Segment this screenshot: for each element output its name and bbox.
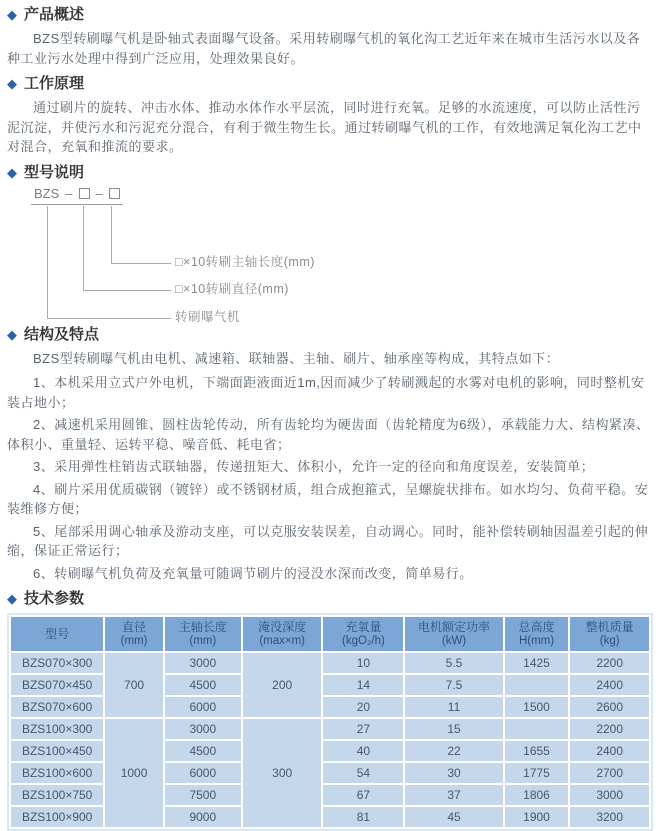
col-header-motor-power: 电机额定功率 (kW) [405,617,502,651]
diamond-bullet-icon: ◆ [7,164,17,180]
col-header-submerged-depth: 淹没深度 (max×m) [243,617,322,651]
section-title-text: 工作原理 [24,75,85,92]
table-cell: 1655 [505,741,569,761]
diagram-label-machine: 转刷曝气机 [175,309,241,324]
diagram-connector-line [47,318,171,319]
table-cell: 300 [243,719,322,827]
table-cell: 4500 [165,675,241,695]
spec-table-wrapper [7,613,653,831]
table-cell: 22 [405,741,502,761]
table-cell: 1425 [505,653,569,673]
diamond-bullet-icon: ◆ [7,76,17,91]
col-header-shaft-length: 主轴长度 (mm) [165,617,241,651]
diagram-label-shaft-length: □×10转刷主轴长度(mm) [175,254,315,269]
section-title-specs [7,591,653,606]
table-cell: 54 [323,763,403,783]
table-cell: 1806 [505,785,569,805]
table-cell: 2600 [570,697,649,717]
table-cell: BZS070×450 [11,675,103,695]
table-cell: 40 [323,741,403,761]
table-cell: 5.5 [405,653,502,673]
model-prefix: BZS [34,185,60,201]
section-title-model [7,165,653,180]
table-cell: 3000 [165,719,241,739]
diagram-label-diameter: □×10转刷直径(mm) [175,281,289,296]
feature-item: 1、本机采用立式户外电机，下端面距液面近1m,因而减少了转刷溅起的水雾对电机的影响，同时整机安装占地小； [7,375,645,410]
table-cell: 1775 [505,763,569,783]
table-cell: 1000 [105,719,162,827]
table-cell: 7500 [165,785,241,805]
table-cell: 6000 [165,697,241,717]
feature-item: 6、转刷曝气机负荷及充氧量可随调节刷片的浸没水深而改变，简单易行。 [33,565,473,581]
table-cell: BZS100×300 [11,719,103,739]
overview-paragraph: BZS型转刷曝气机是卧轴式表面曝气设备。采用转刷曝气机的氧化沟工艺近年来在城市生活污水以及各种工业污水处理中得到广泛应用，处理效果良好。 [7,31,641,66]
table-cell: 67 [323,785,403,805]
table-row [11,653,649,673]
table-cell: 7.5 [405,675,502,695]
col-header-total-height: 总高度 H(mm) [505,617,569,651]
table-cell: 1900 [505,807,569,827]
col-header-model: 型号 [11,617,103,651]
table-cell: 4500 [165,741,241,761]
table-cell: BZS100×900 [11,807,103,827]
table-cell [505,719,569,739]
table-cell: 45 [405,807,502,827]
spec-table-body [11,653,649,827]
model-dash: – [95,185,103,201]
table-cell: BZS070×300 [11,653,103,673]
table-cell: 15 [405,719,502,739]
table-cell: 2200 [570,653,649,673]
table-cell: 2400 [570,741,649,761]
section-title-overview [7,7,653,22]
table-cell: 10 [323,653,403,673]
table-cell: 11 [405,697,502,717]
table-cell: 200 [243,653,322,717]
section-title-features [7,327,653,342]
model-number-diagram [7,185,653,324]
section-title-text: 结构及特点 [24,325,100,343]
table-cell: 3000 [570,785,649,805]
table-row [11,719,649,739]
diagram-connector-line [111,206,112,263]
table-cell: 2200 [570,719,649,739]
model-formula [31,187,123,205]
feature-item: 2、减速机采用圆锥、圆柱齿轮传动，所有齿轮均为硬齿面（齿轮精度为6级），承载能力大、结构紧凑、体积小、重量轻、运转平稳、噪音低、耗电省； [7,417,650,452]
diamond-bullet-icon: ◆ [7,591,17,606]
diagram-connector-line [47,206,48,318]
section-title-text: 技术参数 [24,590,85,607]
table-cell [505,675,569,695]
diamond-bullet-icon: ◆ [7,7,17,22]
table-cell: 2400 [570,675,649,695]
table-cell: BZS100×750 [11,785,103,805]
principle-paragraph: 通过刷片的旋转、冲击水体、推动水体作水平层流，同时进行充氧。足够的水流速度，可以防止活性污泥沉淀，并使污水和污泥充分混合，有利于微生物生长。通过转刷曝气机的工作，有效地满足氧化沟工艺中对混合，充氧和推流的要求。 [7,100,642,154]
table-cell: 20 [323,697,403,717]
section-title-text: 产品概述 [24,6,85,23]
section-title-principle [7,76,653,91]
model-dash: – [65,185,73,201]
table-cell: BZS100×450 [11,741,103,761]
table-cell: 37 [405,785,502,805]
feature-item: 4、刷片采用优质碳钢（镀锌）或不锈钢材质，组合成抱箍式，呈螺旋状排布。如水均匀、负荷平稳。安装维修方便； [7,481,649,516]
feature-item: 5、尾部采用调心轴承及游动支座，可以克服安装误差，自动调心。同时，能补偿转刷轴因温差引起的伸缩，保证正常运行； [7,523,649,558]
table-cell: 700 [105,653,162,717]
section-title-text: 型号说明 [24,163,85,181]
table-cell: 6000 [165,763,241,783]
table-cell: 81 [323,807,403,827]
diamond-bullet-icon: ◆ [7,326,17,342]
table-cell: BZS100×600 [11,763,103,783]
table-cell: 27 [323,719,403,739]
diagram-connector-line [83,290,171,291]
table-cell: 2700 [570,763,649,783]
table-cell: 9000 [165,807,241,827]
diagram-connector-line [111,263,171,264]
table-cell: 3000 [165,653,241,673]
model-placeholder-box-2 [109,188,120,199]
spec-table-header-row [11,617,649,651]
features-intro: BZS型转刷曝气机由电机、减速箱、联轴器、主轴、刷片、轴承座等构成，其特点如下： [33,350,560,366]
table-cell: 1500 [505,697,569,717]
spec-table [9,615,651,829]
table-cell: 30 [405,763,502,783]
table-cell: BZS070×600 [11,697,103,717]
feature-item: 3、采用弹性柱销齿式联轴器，传递扭矩大、体积小，允许一定的径向和角度误差，安装简单； [33,459,595,474]
col-header-oxygenation: 充氧量 (kgO₂/h) [323,617,403,651]
diagram-connector-line [83,206,84,290]
model-placeholder-box-1 [79,188,90,199]
table-cell: 3200 [570,807,649,827]
col-header-diameter: 直径 (mm) [105,617,162,651]
table-cell: 14 [323,675,403,695]
col-header-machine-weight: 整机质量 (kg) [570,617,649,651]
